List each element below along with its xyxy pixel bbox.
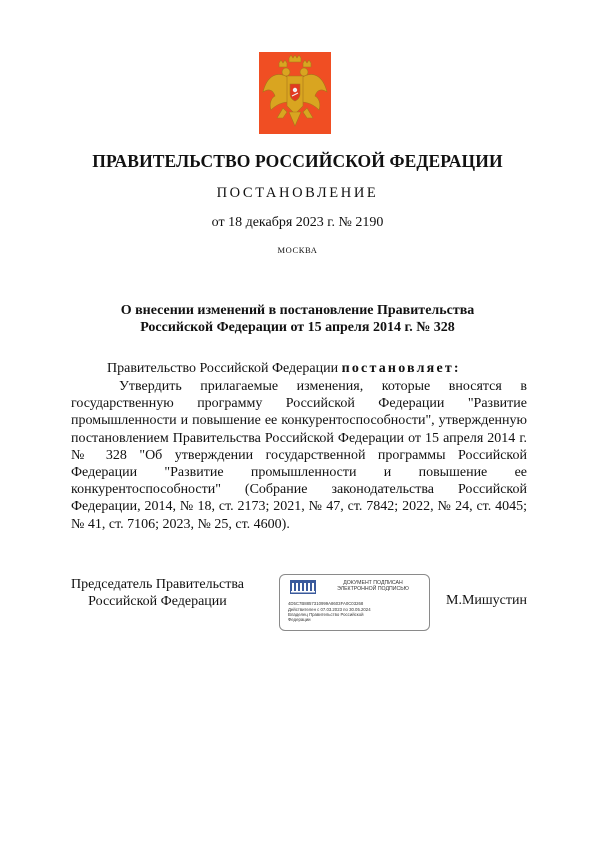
signatory-position-line-1: Председатель Правительства: [71, 577, 244, 592]
signatory-position: [71, 576, 244, 610]
stamp-heading: [320, 580, 426, 593]
date-and-number: от 18 декабря 2023 г. № 2190: [211, 215, 384, 230]
body-paragraph: Утвердить прилагаемые изменения, которые вносятся в государственную программу Российской Федерации "Развитие промышленности и повышение ее конкурентоспособности", утвержденную постановлением Правительства Российской Федерации от 15 апреля 2014 г. № 328 "Об утверждении государственной программы Российской Федерации "Развитие промышленности и повышение ее конкурентоспособности" (Собрание законодательства Российской Федерации, 2014, № 18, ст. 2173; 2021, № 47, ст. 7842; 2022, № 24, ст. 4045; № 41, ст. 7106; 2023, № 25, ст. 4600).: [71, 379, 527, 532]
coat-of-arms-emblem: [259, 52, 331, 134]
signatory-position-line-2: Российской Федерации: [88, 594, 227, 609]
preamble-verb: постановляет:: [341, 361, 461, 376]
stamp-owner-line-2: Федерации: [288, 617, 311, 622]
subject-line-2: Российской Федерации от 15 апреля 2014 г. № 328: [140, 320, 455, 335]
city: МОСКВА: [277, 245, 318, 255]
stamp-certificate: 4D5C7B8857310999A8603FA0C03268: [288, 601, 364, 606]
document-subject: [0, 302, 595, 336]
preamble: [107, 361, 461, 377]
government-title: ПРАВИТЕЛЬСТВО РОССИЙСКОЙ ФЕДЕРАЦИИ: [92, 151, 503, 171]
stamp-heading-line-2: ЭЛЕКТРОННОЙ ПОДПИСЬЮ: [337, 586, 409, 593]
subject-line-1: О внесении изменений в постановление Правительства: [120, 303, 475, 318]
signature-stamp-logo-icon: [290, 580, 316, 594]
stamp-heading-line-1: ДОКУМЕНТ ПОДПИСАН: [343, 580, 403, 586]
stamp-validity: Действителен с 07.03.2023 по 30.05.2024: [288, 607, 371, 612]
preamble-prefix: Правительство Российской Федерации: [107, 361, 339, 376]
electronic-signature-stamp: [279, 574, 430, 631]
signatory-name: М.Мишустин: [446, 593, 527, 608]
stamp-owner-line-1: Владелец Правительство Российской: [288, 612, 364, 617]
document-type: ПОСТАНОВЛЕНИЕ: [216, 185, 379, 201]
